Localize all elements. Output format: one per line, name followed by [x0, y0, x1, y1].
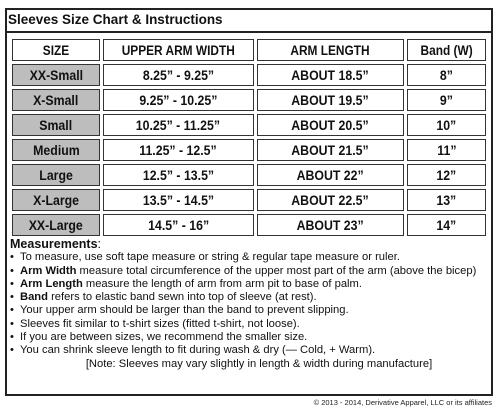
table-row	[12, 189, 486, 211]
title-divider	[5, 31, 493, 33]
size-cell: XX-Large	[12, 214, 100, 236]
arm-length-cell: ABOUT 20.5”	[257, 114, 405, 136]
table-row	[12, 114, 486, 136]
header-band: Band (W)	[407, 39, 486, 61]
arm-length-cell: ABOUT 22.5”	[257, 189, 405, 211]
list-item: • Band refers to elastic band sewn into top of sleeve (at rest).	[10, 291, 488, 304]
band-cell: 10”	[407, 114, 486, 136]
measurements-list	[10, 251, 488, 357]
header-size: SIZE	[12, 39, 100, 61]
size-cell: XX-Small	[12, 64, 100, 86]
table-row	[12, 214, 486, 236]
list-item: • Arm Length measure the length of arm from arm pit to base of palm.	[10, 278, 488, 291]
size-cell: X-Large	[12, 189, 100, 211]
size-cell: Large	[12, 164, 100, 186]
header-upper-arm-width: UPPER ARM WIDTH	[103, 39, 253, 61]
arm-length-cell: ABOUT 19.5”	[257, 89, 405, 111]
upper-arm-width-cell: 14.5” - 16”	[103, 214, 253, 236]
table-row	[12, 89, 486, 111]
table-row	[12, 64, 486, 86]
table-row	[12, 139, 486, 161]
arm-length-cell: ABOUT 22”	[257, 164, 405, 186]
size-cell: Small	[12, 114, 100, 136]
band-cell: 12”	[407, 164, 486, 186]
list-item: • Your upper arm should be larger than the band to prevent slipping.	[10, 304, 488, 317]
list-item: • To measure, use soft tape measure or string & regular tape measure or ruler.	[10, 251, 488, 264]
measurements-section	[10, 238, 488, 371]
table-header-row	[12, 39, 486, 61]
upper-arm-width-cell: 9.25” - 10.25”	[103, 89, 253, 111]
header-arm-length: ARM LENGTH	[257, 39, 405, 61]
upper-arm-width-cell: 11.25” - 12.5”	[103, 139, 253, 161]
band-cell: 13”	[407, 189, 486, 211]
band-cell: 9”	[407, 89, 486, 111]
list-item: • If you are between sizes, we recommend the smaller size.	[10, 331, 488, 344]
size-cell: X-Small	[12, 89, 100, 111]
arm-length-cell: ABOUT 18.5”	[257, 64, 405, 86]
upper-arm-width-cell: 8.25” - 9.25”	[103, 64, 253, 86]
list-item: • Sleeves fit similar to t-shirt sizes (fitted t-shirt, not loose).	[10, 318, 488, 331]
band-cell: 14”	[407, 214, 486, 236]
measurements-heading: Measurements:	[10, 237, 102, 251]
copyright-text: © 2013 - 2014, Derivative Apparel, LLC or its affiliates	[313, 398, 492, 407]
arm-length-cell: ABOUT 21.5”	[257, 139, 405, 161]
band-cell: 8”	[407, 64, 486, 86]
list-item: • Arm Width measure total circumference of the upper most part of the arm (above the bicep)	[10, 265, 488, 278]
list-item: • You can shrink sleeve length to fit during wash & dry (— Cold, + Warm).	[10, 344, 488, 357]
page-title: Sleeves Size Chart & Instructions	[8, 12, 223, 27]
size-cell: Medium	[12, 139, 100, 161]
band-cell: 11”	[407, 139, 486, 161]
manufacture-note: [Note: Sleeves may vary slightly in length & width during manufacture]	[85, 357, 433, 370]
upper-arm-width-cell: 13.5” - 14.5”	[103, 189, 253, 211]
size-table	[9, 36, 489, 239]
table-row	[12, 164, 486, 186]
arm-length-cell: ABOUT 23”	[257, 214, 405, 236]
upper-arm-width-cell: 12.5” - 13.5”	[103, 164, 253, 186]
upper-arm-width-cell: 10.25” - 11.25”	[103, 114, 253, 136]
